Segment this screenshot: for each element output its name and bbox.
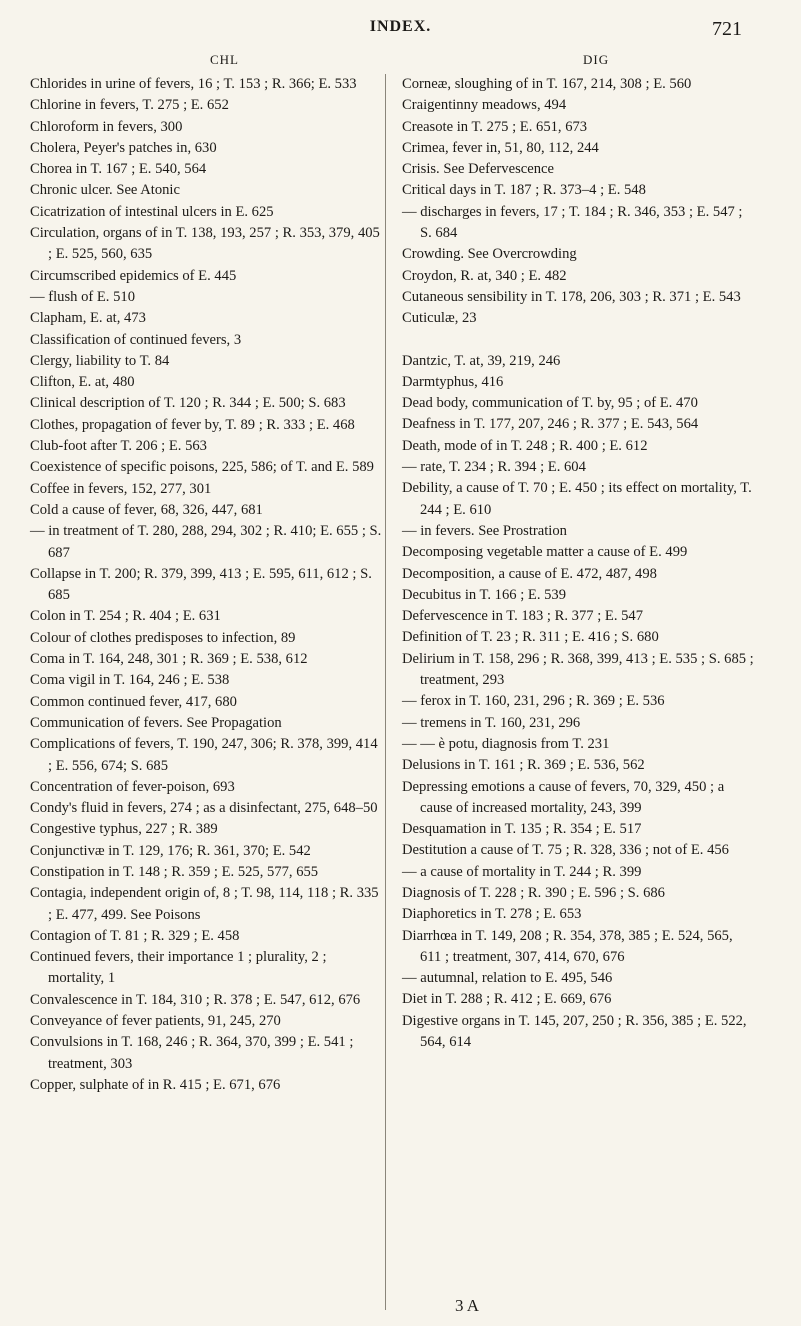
index-entry: — autumnal, relation to E. 495, 546 — [402, 970, 613, 987]
index-entry: Concentration of fever-poison, 693 — [30, 778, 235, 795]
index-entry: Copper, sulphate of in R. 415 ; E. 671, 676 — [30, 1076, 281, 1093]
index-entry: — flush of E. 510 — [30, 288, 135, 305]
index-entry: Death, mode of in T. 248 ; R. 400 ; E. 612 — [402, 437, 648, 454]
index-entry: Depressing emotions a cause of fevers, 70, 329, 450 ; a cause of increased mortality, 243, 399 — [402, 778, 725, 816]
index-entry: Classification of continued fevers, 3 — [30, 331, 242, 348]
index-entry: Diagnosis of T. 228 ; R. 390 ; E. 596 ; S. 686 — [402, 884, 665, 901]
index-entry: Chronic ulcer. See Atonic — [30, 182, 180, 199]
index-entry: Collapse in T. 200; R. 379, 399, 413 ; E. 595, 611, 612 ; S. 685 — [30, 565, 372, 604]
index-entry: Defervescence in T. 183 ; R. 377 ; E. 547 — [402, 608, 644, 625]
index-entry: Definition of T. 23 ; R. 311 ; E. 416 ; S. 680 — [402, 629, 659, 646]
index-entry: Chloroform in fevers, 300 — [30, 118, 183, 135]
index-entry: Colour of clothes predisposes to infection, 89 — [30, 629, 296, 646]
index-entry: Chorea in T. 167 ; E. 540, 564 — [30, 161, 207, 178]
index-entry: Corneæ, sloughing of in T. 167, 214, 308 ; E. 560 — [402, 76, 692, 92]
right-index-column — [402, 74, 757, 1053]
index-entry: Dantzic, T. at, 39, 219, 246 — [402, 352, 561, 369]
index-entry: Chlorine in fevers, T. 275 ; E. 652 — [30, 97, 229, 114]
left-column-guideword: CHL — [210, 52, 239, 67]
index-entry: Complications of fevers, T. 190, 247, 306; R. 378, 399, 414 ; E. 556, 674; S. 685 — [30, 736, 378, 774]
index-entry: Cold a cause of fever, 68, 326, 447, 681 — [30, 501, 263, 518]
index-entry: Coma in T. 164, 248, 301 ; R. 369 ; E. 538, 612 — [30, 651, 308, 668]
index-entry: Clothes, propagation of fever by, T. 89 ; R. 333 ; E. 468 — [30, 416, 355, 433]
index-entry: Darmtyphus, 416 — [402, 373, 504, 390]
index-entry: — ferox in T. 160, 231, 296 ; R. 369 ; E. 536 — [402, 693, 665, 710]
index-entry: Cutaneous sensibility in T. 178, 206, 303 ; R. 371 ; E. 543 — [402, 288, 741, 305]
index-entry: Craigentinny meadows, 494 — [402, 97, 567, 114]
index-entry: Common continued fever, 417, 680 — [30, 693, 237, 710]
index-entry: Crisis. See Defervescence — [402, 161, 554, 178]
index-entry: Digestive organs in T. 145, 207, 250 ; R. 356, 385 ; E. 522, 564, 614 — [402, 1012, 747, 1051]
index-entry: Decomposing vegetable matter a cause of E. 499 — [402, 544, 688, 561]
index-entry: Clapham, E. at, 473 — [30, 310, 146, 327]
index-entry: Clinical description of T. 120 ; R. 344 ; E. 500; S. 683 — [30, 395, 346, 412]
index-entry: Communication of fevers. See Propagation — [30, 714, 282, 731]
index-entry: Debility, a cause of T. 70 ; E. 450 ; its effect on mortality, T. 244 ; E. 610 — [402, 480, 752, 518]
index-entry: Colon in T. 254 ; R. 404 ; E. 631 — [30, 608, 221, 625]
index-entry: Deafness in T. 177, 207, 246 ; R. 377 ; E. 543, 564 — [402, 416, 699, 433]
index-entry: — in fevers. See Prostration — [402, 522, 567, 539]
index-entry: Circulation, organs of in T. 138, 193, 257 ; R. 353, 379, 405 ; E. 525, 560, 635 — [30, 225, 380, 263]
index-entry: Decomposition, a cause of E. 472, 487, 498 — [402, 565, 657, 582]
index-entry: Conveyance of fever patients, 91, 245, 270 — [30, 1013, 281, 1030]
right-column-guideword: DIG — [583, 52, 610, 67]
index-entry: Critical days in T. 187 ; R. 373–4 ; E. 548 — [402, 182, 646, 199]
printer-signature-mark: 3 A — [455, 1296, 480, 1315]
running-head-title: INDEX. — [369, 18, 432, 35]
index-entry: Diet in T. 288 ; R. 412 ; E. 669, 676 — [402, 991, 612, 1008]
index-entry: Clifton, E. at, 480 — [30, 374, 135, 391]
index-entry: Continued fevers, their importance 1 ; plurality, 2 ; mortality, 1 — [30, 949, 327, 987]
index-entry: Creasote in T. 275 ; E. 651, 673 — [402, 118, 588, 135]
column-divider — [385, 74, 386, 1310]
index-entry: Circumscribed epidemics of E. 445 — [30, 267, 237, 284]
index-entry: — discharges in fevers, 17 ; T. 184 ; R. 346, 353 ; E. 547 ; S. 684 — [402, 203, 743, 242]
index-entry: — rate, T. 234 ; R. 394 ; E. 604 — [402, 459, 586, 476]
index-entry: Desquamation in T. 135 ; R. 354 ; E. 517 — [402, 821, 642, 838]
index-entry: Coexistence of specific poisons, 225, 586; of T. and E. 589 — [30, 459, 374, 476]
index-entry: Destitution a cause of T. 75 ; R. 328, 336 ; not of E. 456 — [402, 842, 729, 859]
index-entry: Delirium in T. 158, 296 ; R. 368, 399, 413 ; E. 535 ; S. 685 ; treatment, 293 — [402, 650, 754, 689]
index-entry: Cholera, Peyer's patches in, 630 — [30, 139, 217, 156]
index-entry: Crimea, fever in, 51, 80, 112, 244 — [402, 139, 599, 156]
index-entry: Cuticulæ, 23 — [402, 310, 477, 327]
index-entry: Cicatrization of intestinal ulcers in E. 625 — [30, 203, 274, 220]
index-entry: Club-foot after T. 206 ; E. 563 — [30, 438, 207, 455]
left-index-column — [30, 74, 385, 1096]
index-entry: — tremens in T. 160, 231, 296 — [402, 714, 581, 731]
index-entry: Crowding. See Overcrowding — [402, 246, 577, 263]
index-entry: Croydon, R. at, 340 ; E. 482 — [402, 267, 567, 284]
index-entry: Conjunctivæ in T. 129, 176; R. 361, 370; E. 542 — [30, 842, 311, 859]
index-entry: Contagion of T. 81 ; R. 329 ; E. 458 — [30, 927, 240, 944]
index-entry: Convulsions in T. 168, 246 ; R. 364, 370, 399 ; E. 541 ; treatment, 303 — [30, 1034, 354, 1072]
index-entry: Dead body, communication of T. by, 95 ; of E. 470 — [402, 395, 698, 412]
index-entry: — a cause of mortality in T. 244 ; R. 399 — [402, 863, 642, 880]
index-entry: Condy's fluid in fevers, 274 ; as a disinfectant, 275, 648–50 — [30, 800, 378, 817]
index-entry: — — è potu, diagnosis from T. 231 — [402, 735, 610, 752]
index-entry: Delusions in T. 161 ; R. 369 ; E. 536, 562 — [402, 757, 645, 774]
index-entry: Coffee in fevers, 152, 277, 301 — [30, 480, 212, 497]
index-entry: Decubitus in T. 166 ; E. 539 — [402, 586, 567, 603]
page-number: 721 — [712, 18, 742, 40]
index-entry: Diarrhœa in T. 149, 208 ; R. 354, 378, 385 ; E. 524, 565, 611 ; treatment, 307, 414, 670, 676 — [402, 927, 733, 965]
index-entry: Convalescence in T. 184, 310 ; R. 378 ; E. 547, 612, 676 — [30, 991, 361, 1008]
index-entry: Chlorides in urine of fevers, 16 ; T. 153 ; R. 366; E. 533 — [30, 76, 357, 92]
index-entry: Diaphoretics in T. 278 ; E. 653 — [402, 906, 582, 923]
index-entry: Constipation in T. 148 ; R. 359 ; E. 525, 577, 655 — [30, 863, 319, 880]
index-entry: Congestive typhus, 227 ; R. 389 — [30, 821, 218, 838]
index-entry: Clergy, liability to T. 84 — [30, 352, 170, 369]
index-entry: — in treatment of T. 280, 288, 294, 302 ; R. 410; E. 655 ; S. 687 — [30, 523, 382, 561]
index-entry: Coma vigil in T. 164, 246 ; E. 538 — [30, 672, 230, 689]
index-entry: Contagia, independent origin of, 8 ; T. 98, 114, 118 ; R. 335 ; E. 477, 499. See Poisons — [30, 885, 379, 923]
